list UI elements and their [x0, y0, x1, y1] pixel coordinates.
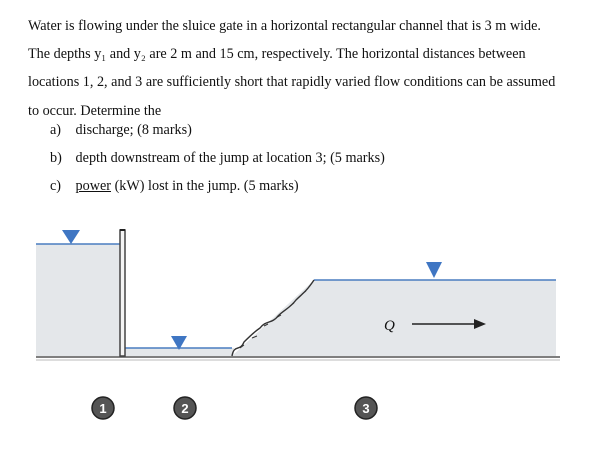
location-label-3: 3 [362, 401, 370, 416]
location-marker-1 [92, 397, 114, 419]
part-a [50, 116, 385, 144]
part-c-label: c) [50, 178, 62, 194]
problem-line-4: to occur. Determine the [28, 102, 162, 119]
part-a-label: a) [50, 122, 62, 138]
part-c-text: (kW) lost in the jump. (5 marks) [111, 178, 299, 194]
location-marker-3 [355, 397, 377, 419]
location-marker-2 [174, 397, 196, 419]
sluice-gate [120, 230, 125, 356]
location-label-1: 1 [99, 401, 107, 416]
water-surface-triangle-icon-1 [62, 230, 80, 244]
part-a-text: discharge; (8 marks) [75, 122, 192, 138]
problem-line-3: locations 1, 2, and 3 are sufficiently short that rapidly varied flow conditions can be assumed [28, 74, 556, 91]
part-b-text: depth downstream of the jump at location 3; (5 marks) [75, 150, 385, 166]
water-surface-triangle-icon-3 [426, 262, 442, 278]
problem-statement [28, 12, 600, 125]
upstream-water [36, 244, 120, 356]
flow-symbol: Q [384, 318, 395, 334]
part-c-underlined-word: power [75, 178, 112, 194]
question-parts [50, 116, 385, 200]
problem-line-1: Water is flowing under the sluice gate in a horizontal rectangular channel that is 3 m wide. [28, 18, 541, 34]
part-b-label: b) [50, 150, 62, 166]
sluice-gate-figure [0, 220, 608, 458]
part-b [50, 144, 385, 172]
problem-line-2: The depths y₁ and y₂ are 2 m and 15 cm, respectively. The horizontal distances between [28, 46, 526, 63]
location-label-2: 2 [181, 401, 189, 416]
part-c [50, 172, 385, 200]
